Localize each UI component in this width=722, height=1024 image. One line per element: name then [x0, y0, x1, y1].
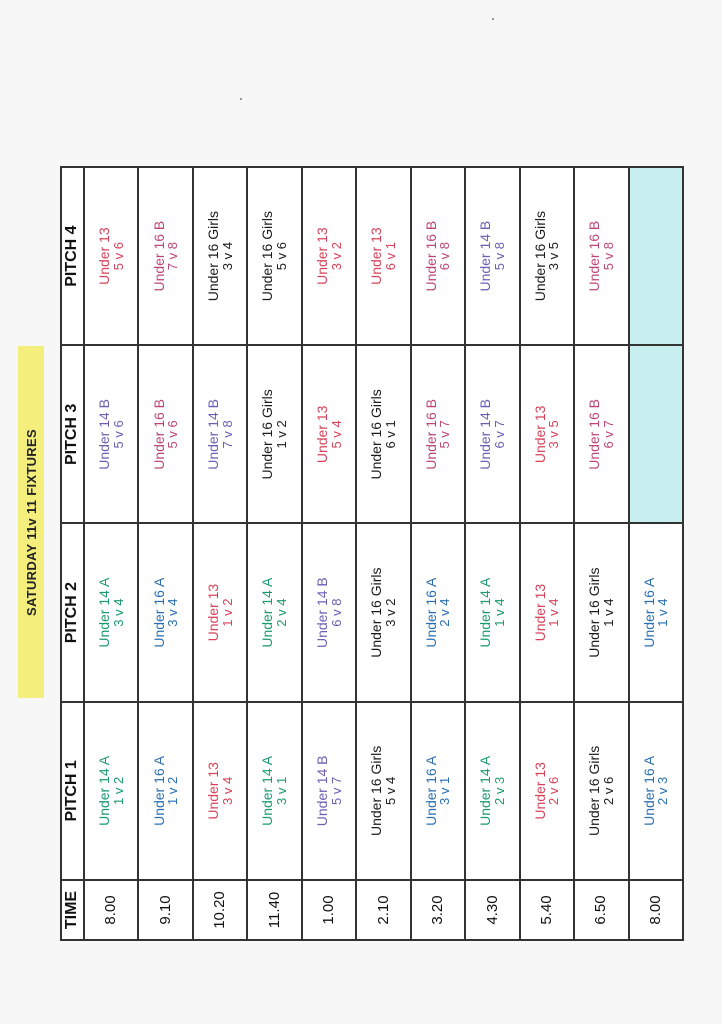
table-row [302, 167, 356, 940]
age-group-label: Under 13 [531, 762, 548, 820]
match-label: 6 v 1 [383, 242, 399, 271]
table-row [356, 167, 410, 940]
fixture-cell [465, 524, 519, 702]
age-group-label: Under 14 A [96, 755, 113, 826]
header-time: TIME [61, 880, 84, 940]
age-group-label: Under 13 [313, 405, 330, 464]
fixture-cell [193, 524, 247, 702]
age-group-label: Under 16 Girls [368, 567, 385, 658]
empty-cell [629, 167, 683, 345]
fixture-cell [193, 167, 247, 345]
fixtures-table [60, 166, 684, 941]
match-label: 2 v 6 [600, 776, 616, 805]
age-group-label: Under 14 A [477, 755, 494, 826]
fixture-cell [520, 345, 574, 523]
fixture-cell [574, 345, 628, 523]
match-label: 5 v 4 [383, 776, 399, 805]
empty-cell [629, 345, 683, 523]
fixture-cell [193, 702, 247, 880]
age-group-label: Under 13 [531, 583, 548, 642]
age-group-label: Under 14 A [259, 577, 276, 648]
age-group-label: Under 16 B [150, 220, 167, 292]
time-cell: 5.40 [520, 880, 574, 940]
header-pitch-4: PITCH 4 [61, 167, 84, 345]
fixtures-sheet [60, 166, 684, 941]
match-label: 6 v 8 [328, 598, 344, 627]
match-label: 3 v 4 [219, 242, 235, 271]
match-label: 3 v 2 [328, 242, 344, 271]
title-banner [18, 346, 44, 698]
table-row [629, 167, 683, 940]
fixture-cell [574, 702, 628, 880]
match-label: 6 v 7 [600, 420, 616, 449]
fixture-cell [84, 345, 138, 523]
page-title: SATURDAY 11v 11 FIXTURES [23, 428, 39, 616]
age-group-label: Under 13 [313, 227, 330, 285]
fixture-cell [520, 167, 574, 345]
match-label: 2 v 4 [437, 598, 453, 627]
match-label: 5 v 6 [165, 420, 181, 449]
scan-speck [240, 98, 242, 100]
age-group-label: Under 13 [368, 227, 385, 285]
age-group-label: Under 16 A [150, 577, 167, 648]
match-label: 5 v 4 [328, 420, 344, 449]
age-group-label: Under 13 [96, 227, 113, 285]
fixture-cell [356, 167, 410, 345]
age-group-label: Under 13 [531, 405, 548, 464]
match-label: 7 v 8 [219, 420, 235, 449]
fixture-cell [138, 345, 192, 523]
fixture-cell [247, 167, 301, 345]
table-row [465, 167, 519, 940]
age-group-label: Under 16 Girls [531, 211, 548, 302]
fixtures-rotor [60, 166, 684, 941]
match-label: 5 v 8 [600, 242, 616, 271]
time-cell: 9.10 [138, 880, 192, 940]
fixture-cell [411, 702, 465, 880]
match-label: 3 v 5 [546, 420, 562, 449]
match-label: 5 v 6 [274, 242, 290, 271]
time-cell: 4.30 [465, 880, 519, 940]
match-label: 6 v 1 [383, 420, 399, 449]
fixture-cell [302, 702, 356, 880]
fixture-cell [138, 167, 192, 345]
fixture-cell [84, 167, 138, 345]
fixture-cell [84, 702, 138, 880]
fixture-cell [411, 167, 465, 345]
match-label: 1 v 4 [491, 598, 507, 627]
table-row [247, 167, 301, 940]
time-cell: 2.10 [356, 880, 410, 940]
table-row [84, 167, 138, 940]
time-cell: 6.50 [574, 880, 628, 940]
age-group-label: Under 16 B [150, 398, 167, 470]
age-group-label: Under 16 Girls [259, 211, 276, 302]
fixture-cell [629, 524, 683, 702]
fixture-cell [465, 345, 519, 523]
fixture-cell [520, 524, 574, 702]
fixture-cell [356, 345, 410, 523]
match-label: 3 v 2 [383, 598, 399, 627]
table-row [520, 167, 574, 940]
scan-speck [492, 18, 494, 20]
age-group-label: Under 16 A [640, 755, 657, 826]
header-pitch-1: PITCH 1 [61, 702, 84, 880]
age-group-label: Under 14 B [477, 220, 494, 292]
match-label: 5 v 8 [491, 242, 507, 271]
match-label: 1 v 2 [219, 598, 235, 627]
age-group-label: Under 13 [204, 583, 221, 642]
match-label: 1 v 2 [274, 420, 290, 449]
match-label: 3 v 1 [274, 776, 290, 805]
age-group-label: Under 16 Girls [586, 745, 603, 837]
match-label: 6 v 8 [437, 242, 453, 271]
age-group-label: Under 16 Girls [368, 745, 385, 837]
age-group-label: Under 16 A [422, 755, 439, 826]
age-group-label: Under 14 A [477, 577, 494, 648]
match-label: 2 v 3 [655, 776, 671, 805]
match-label: 1 v 4 [600, 598, 616, 627]
fixture-cell [629, 702, 683, 880]
fixture-cell [138, 524, 192, 702]
time-cell: 8.00 [629, 880, 683, 940]
age-group-label: Under 13 [204, 762, 221, 820]
age-group-label: Under 14 B [313, 577, 330, 649]
match-label: 3 v 1 [437, 776, 453, 805]
age-group-label: Under 16 Girls [586, 567, 603, 658]
match-label: 5 v 6 [110, 420, 126, 449]
fixture-cell [465, 167, 519, 345]
time-cell: 1.00 [302, 880, 356, 940]
age-group-label: Under 16 Girls [204, 211, 221, 302]
match-label: 7 v 8 [165, 242, 181, 271]
fixture-cell [247, 702, 301, 880]
fixture-cell [574, 167, 628, 345]
age-group-label: Under 14 B [204, 398, 221, 470]
fixture-cell [138, 702, 192, 880]
fixture-cell [411, 524, 465, 702]
table-row [138, 167, 192, 940]
age-group-label: Under 16 Girls [368, 389, 385, 480]
fixture-cell [84, 524, 138, 702]
fixture-cell [356, 702, 410, 880]
age-group-label: Under 14 A [96, 577, 113, 648]
age-group-label: Under 14 B [477, 398, 494, 470]
match-label: 2 v 3 [491, 776, 507, 805]
time-cell: 10.20 [193, 880, 247, 940]
match-label: 3 v 4 [165, 598, 181, 627]
match-label: 3 v 4 [219, 776, 235, 805]
table-row [574, 167, 628, 940]
age-group-label: Under 16 A [640, 577, 657, 648]
fixture-cell [247, 524, 301, 702]
match-label: 5 v 6 [110, 242, 126, 271]
match-label: 3 v 4 [110, 598, 126, 627]
age-group-label: Under 16 Girls [259, 389, 276, 480]
table-row [193, 167, 247, 940]
fixture-cell [574, 524, 628, 702]
time-cell: 11.40 [247, 880, 301, 940]
fixture-cell [302, 524, 356, 702]
fixture-cell [302, 167, 356, 345]
table-row [411, 167, 465, 940]
age-group-label: Under 16 B [422, 398, 439, 470]
age-group-label: Under 14 B [313, 755, 330, 827]
time-cell: 3.20 [411, 880, 465, 940]
fixture-cell [247, 345, 301, 523]
age-group-label: Under 14 A [259, 755, 276, 826]
fixture-cell [302, 345, 356, 523]
age-group-label: Under 16 B [422, 220, 439, 292]
age-group-label: Under 14 B [96, 398, 113, 470]
match-label: 5 v 7 [328, 776, 344, 805]
header-pitch-3: PITCH 3 [61, 345, 84, 523]
match-label: 1 v 2 [165, 776, 181, 805]
fixtures-body [84, 167, 683, 940]
match-label: 5 v 7 [437, 420, 453, 449]
header-pitch-2: PITCH 2 [61, 524, 84, 702]
fixture-cell [520, 702, 574, 880]
match-label: 3 v 5 [546, 242, 562, 271]
age-group-label: Under 16 A [422, 577, 439, 648]
header-row [61, 167, 84, 940]
fixture-cell [411, 345, 465, 523]
match-label: 6 v 7 [491, 420, 507, 449]
age-group-label: Under 16 B [586, 398, 603, 470]
match-label: 1 v 4 [655, 598, 671, 627]
age-group-label: Under 16 A [150, 755, 167, 826]
match-label: 2 v 4 [274, 598, 290, 627]
time-cell: 8.00 [84, 880, 138, 940]
age-group-label: Under 16 B [586, 220, 603, 292]
fixture-cell [356, 524, 410, 702]
match-label: 2 v 6 [546, 776, 562, 805]
match-label: 1 v 2 [110, 776, 126, 805]
fixture-cell [193, 345, 247, 523]
match-label: 1 v 4 [546, 598, 562, 627]
fixture-cell [465, 702, 519, 880]
